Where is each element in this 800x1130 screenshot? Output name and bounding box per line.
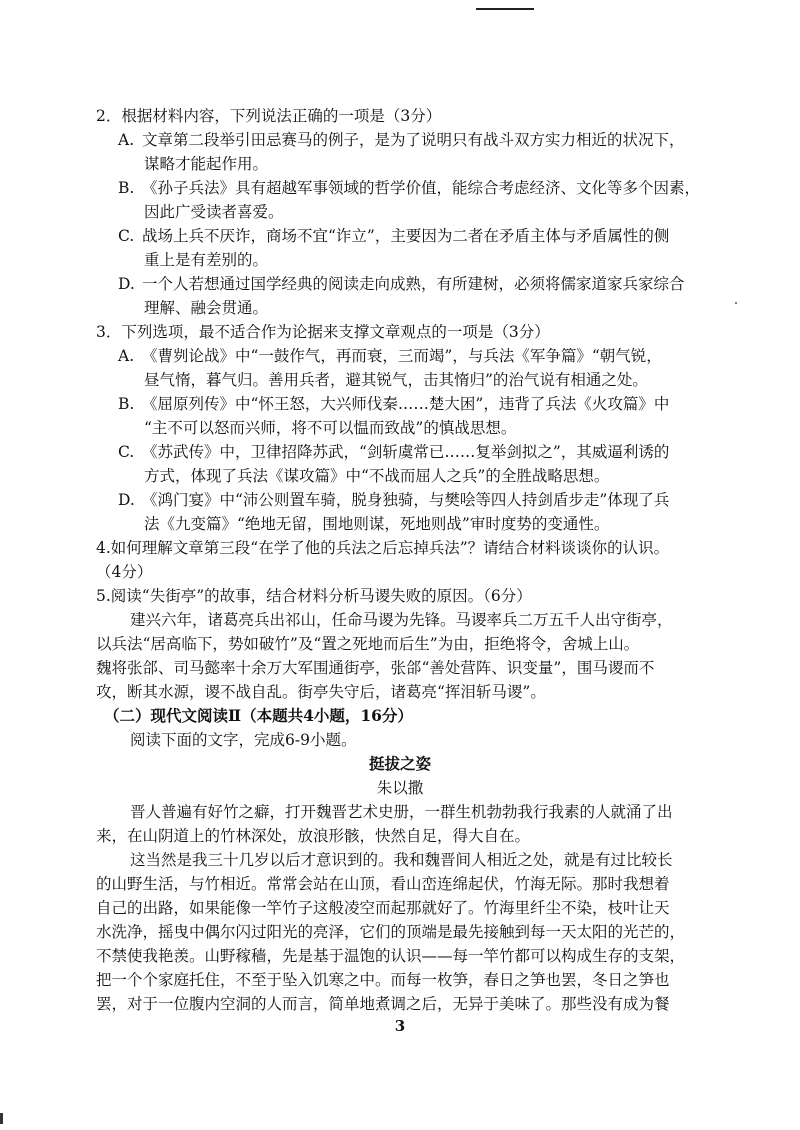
essay-line: 这当然是我三十几岁以后才意识到的。我和魏晋间人相近之处，就是有过比较长 <box>130 851 673 869</box>
top-rule <box>476 8 534 10</box>
essay-author: 朱以撒 <box>376 779 424 797</box>
option-key: C. <box>118 227 135 245</box>
q2-option-d-cont: 理解、融会贯通。 <box>144 299 269 317</box>
q5-passage-line: 建兴六年，诸葛亮兵出祁山，任命马谡为先锋。马谡率兵二万五千人出守街亭， <box>130 611 673 629</box>
q3-option-b <box>118 392 716 416</box>
essay-line: 晋人普遍有好竹之癖，打开魏晋艺术史册，一群生机勃勃我行我素的人就涌了出 <box>130 803 673 821</box>
option-text: 《曹刿论战》中“一鼓作气，再而衰，三而竭”，与兵法《军争篇》“朝气锐， <box>142 347 662 365</box>
essay-line: 不禁使我艳羡。山野稼穑，先是基于温饱的认识——每一竿竹都可以构成生存的支架， <box>96 947 686 965</box>
essay-line: 把一个个家庭托住，不至于坠入饥寒之中。而每一枚笋，春日之笋也罢，冬日之笋也 <box>96 971 670 989</box>
option-text: 《鸿门宴》中“沛公则置车骑，脱身独骑，与樊哙等四人持剑盾步走”体现了兵 <box>142 491 670 509</box>
question-5-stem: 5.阅读“失街亭”的故事，结合材料分析马谡失败的原因。（6分） <box>96 587 532 605</box>
essay-title: 挺拔之姿 <box>368 754 431 773</box>
q3-option-a-cont: 昼气惰，暮气归。善用兵者，避其锐气，击其惰归”的治气说有相通之处。 <box>144 371 648 389</box>
essay-line: 的山野生活，与竹相近。常常会站在山顶，看山峦连绵起伏，竹海无际。那时我想着 <box>96 875 670 893</box>
section-instruction: 阅读下面的文字，完成6-9小题。 <box>130 731 357 749</box>
q2-option-c-cont: 重上是有差别的。 <box>144 251 269 269</box>
q5-passage-line: 攻，断其水源，谡不战自乱。街亭失守后，诸葛亮“挥泪斩马谡”。 <box>96 683 546 701</box>
option-key: B. <box>118 179 135 197</box>
option-text: 《屈原列传》中“怀王怒，大兴师伐秦……楚大困”，违背了兵法《火攻篇》中 <box>142 395 670 413</box>
page-number: 3 <box>394 1017 406 1035</box>
question-3-stem: 3．下列选项，最不适合作为论据来支撑文章观点的一项是（3分） <box>96 323 550 341</box>
q3-option-c-cont: 方式，体现了兵法《谋攻篇》中“不战而屈人之兵”的全胜战略思想。 <box>144 467 610 485</box>
option-text: 战场上兵不厌诈，商场不宜“诈立”，主要因为二者在矛盾主体与矛盾属性的侧 <box>142 227 670 245</box>
essay-line: 自己的出路，如果能像一竿竹子这般凌空而起那就好了。竹海里纤尘不染，枝叶让天 <box>96 899 670 917</box>
option-text: 《苏武传》中，卫律招降苏武，“剑斩虞常已……复举剑拟之”，其威逼利诱的 <box>142 443 670 461</box>
essay-line: 来，在山阴道上的竹林深处，放浪形骸，快然自足，得大自在。 <box>96 827 531 845</box>
option-key: D. <box>118 275 135 293</box>
option-key: D. <box>118 491 135 509</box>
q2-option-c <box>118 224 716 248</box>
q5-passage-line: 魏将张郃、司马懿率十余万大军围通街亭，张郃“善处营阵、识变量”，围马谡而不 <box>96 659 655 677</box>
q5-passage-line: 以兵法“居高临下，势如破竹”及“置之死地而后生”为由，拒绝将令，舍城上山。 <box>96 635 640 653</box>
q3-option-a <box>118 344 716 368</box>
option-key: A. <box>118 131 135 149</box>
scan-speck <box>735 302 737 304</box>
q2-option-a-cont: 谋略才能起作用。 <box>144 155 269 173</box>
q3-option-d-cont: 法《九变篇》“绝地无留，围地则谋，死地则战”审时度势的变通性。 <box>144 515 610 533</box>
essay-line: 罢，对于一位腹内空洞的人而言，简单地煮调之后，无异于美味了。那些没有成为餐 <box>96 995 670 1013</box>
q3-option-b-cont: “主不可以怒而兴师，将不可以愠而致战”的慎战思想。 <box>144 419 517 437</box>
scan-edge-mark <box>0 1113 3 1124</box>
q2-option-d <box>118 272 716 296</box>
option-key: B. <box>118 395 135 413</box>
q3-option-c <box>118 440 716 464</box>
option-key: A. <box>118 347 135 365</box>
q2-option-a <box>118 128 716 152</box>
option-text: 一个人若想通过国学经典的阅读走向成熟，有所建树，必须将儒家道家兵家综合 <box>142 275 685 293</box>
option-text: 《孙子兵法》具有超越军事领域的哲学价值，能综合考虑经济、文化等多个因素， <box>142 179 701 197</box>
question-2-stem: 2．根据材料内容，下列说法正确的一项是（3分） <box>96 107 442 125</box>
question-4-points: （4分） <box>96 563 153 581</box>
essay-line: 水洗净，摇曳中偶尔闪过阳光的亮泽，它们的顶端是最先接触到每一天太阳的光芒的， <box>96 923 686 941</box>
option-text: 文章第二段举引田忌赛马的例子，是为了说明只有战斗双方实力相近的状况下， <box>142 131 685 149</box>
q3-option-d <box>118 488 716 512</box>
q2-option-b <box>118 176 716 200</box>
q2-option-b-cont: 因此广受读者喜爱。 <box>144 203 284 221</box>
option-key: C. <box>118 443 135 461</box>
question-4-stem: 4.如何理解文章第三段“在学了他的兵法之后忘掉兵法”？请结合材料谈谈你的认识。 <box>96 539 670 557</box>
section-heading: （二）现代文阅读Ⅱ（本题共4小题，16分） <box>104 706 413 725</box>
